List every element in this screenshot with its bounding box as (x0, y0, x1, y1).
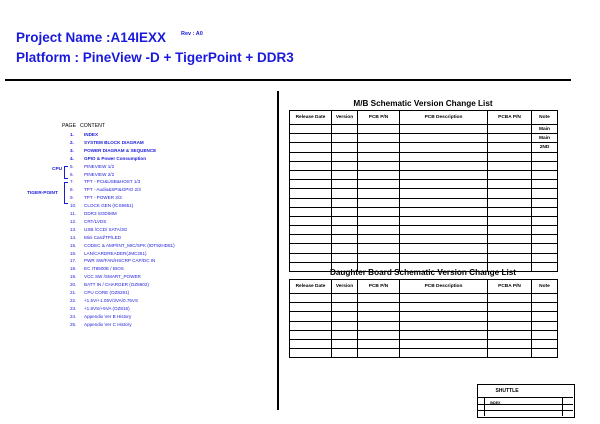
toc-item (70, 131, 98, 139)
table-row (290, 321, 558, 330)
toc-item-label: PWR SW/FAN/HSCRP CAP/DC IN (84, 258, 156, 264)
table-row (290, 143, 558, 152)
note-cell: Main (532, 125, 558, 134)
toc-item (70, 313, 131, 321)
toc-item (70, 281, 149, 289)
toc-item-label: CPU CORE (OZ8291) (84, 290, 130, 295)
table-cell (358, 125, 400, 134)
table-cell (400, 207, 488, 216)
table-row (290, 207, 558, 216)
table-cell (290, 161, 332, 170)
toc-item (70, 321, 132, 329)
toc-item (70, 226, 127, 234)
table-row (290, 244, 558, 253)
table-row (290, 198, 558, 207)
toc-item-label: POWER DIAGRAM & SEQUENCE (84, 147, 157, 153)
column-header: Release Date (290, 280, 332, 294)
table-cell (488, 161, 532, 170)
column-header: Release Date (290, 111, 332, 125)
table-cell (488, 321, 532, 330)
column-header: PCB P/N (358, 280, 400, 294)
toc-item-label: USB /CCD/ SATA/3G (84, 226, 128, 232)
toc-item-label: TPT - Audio&SPI&GPIO 2/3 (84, 187, 141, 193)
table-cell (358, 244, 400, 253)
toc-item (70, 163, 114, 171)
note-cell (532, 253, 558, 262)
table-cell (290, 143, 332, 152)
table-cell (290, 180, 332, 189)
toc-item-number: 21. (70, 290, 77, 295)
table-cell (400, 226, 488, 235)
table-cell (488, 294, 532, 303)
column-header: Note (532, 280, 558, 294)
table-row (290, 161, 558, 170)
toc-item-label: +1.8VS/+5VA (OZ815) (84, 305, 130, 311)
header-rule (5, 79, 571, 81)
table-row (290, 235, 558, 244)
toc-item (70, 194, 122, 202)
table-cell (332, 312, 358, 321)
table-cell (332, 349, 358, 358)
table-row (290, 303, 558, 312)
table-cell (532, 294, 558, 303)
vertical-divider (277, 91, 279, 410)
column-header: Note (532, 111, 558, 125)
toc-item-label: PINEVIEW 1/2 (84, 163, 115, 169)
table-row (290, 339, 558, 348)
table-cell (290, 216, 332, 225)
table-cell (358, 180, 400, 189)
table-cell (332, 303, 358, 312)
table-cell (332, 321, 358, 330)
toc-item-number: 16. (70, 250, 77, 256)
note-cell (532, 170, 558, 179)
table-cell (290, 339, 332, 348)
toc-item (70, 202, 133, 210)
table-cell (358, 321, 400, 330)
table-cell (488, 330, 532, 339)
toc-item-number: 11. (70, 211, 77, 216)
toc-item-label: Mini Card/TP/LED (84, 234, 122, 240)
table-cell (400, 216, 488, 225)
table-cell (400, 244, 488, 253)
table-cell (332, 152, 358, 161)
toc-item-number: 24. (70, 313, 77, 319)
table-cell (358, 170, 400, 179)
table-cell (400, 180, 488, 189)
table-row (290, 125, 558, 134)
table-row (290, 226, 558, 235)
note-cell (532, 207, 558, 216)
table-cell (332, 235, 358, 244)
table-row (290, 134, 558, 143)
note-cell (532, 235, 558, 244)
title-block-rule (477, 410, 573, 411)
table-row (290, 294, 558, 303)
table-cell (358, 189, 400, 198)
note-cell (532, 161, 558, 170)
toc-item-label: TPT - PCI&USB&HOST 1/3 (84, 179, 141, 185)
note-cell: 2ND (532, 143, 558, 152)
column-header: Version (332, 280, 358, 294)
toc-item-number: 3. (70, 147, 74, 153)
toc-item-label: Appendix Ver B History (84, 313, 132, 319)
table-cell (290, 198, 332, 207)
table-cell (400, 253, 488, 262)
note-cell (532, 152, 558, 161)
toc-item-label: TPT - POWER 3/3 (84, 195, 122, 201)
table-row (290, 170, 558, 179)
table-cell (358, 303, 400, 312)
table-cell (400, 189, 488, 198)
toc-item (70, 257, 155, 265)
toc-item-label: CRT/LVDS (84, 218, 107, 224)
table-cell (290, 294, 332, 303)
toc-item (70, 178, 140, 186)
toc-item-label: DDR3 SODIMM (84, 211, 117, 216)
toc-item-number: 20. (70, 282, 77, 288)
toc-item-number: 25. (70, 321, 77, 327)
table-cell (488, 235, 532, 244)
toc-item (70, 147, 156, 155)
table-cell (400, 321, 488, 330)
column-header: PCB P/N (358, 111, 400, 125)
toc-item-label: Appendix Ver C History (84, 321, 132, 327)
table-cell (290, 312, 332, 321)
toc-item-number: 1. (70, 132, 74, 137)
toc-item-label: VCC SW /SMART_POWER (84, 274, 141, 280)
table-cell (400, 143, 488, 152)
table-cell (358, 207, 400, 216)
table-cell (332, 180, 358, 189)
title-block-divider (484, 397, 485, 416)
tiger-point-bracket (64, 182, 68, 204)
column-header: PCB Description (400, 280, 488, 294)
table-cell (332, 161, 358, 170)
table-cell (488, 216, 532, 225)
table-cell (358, 134, 400, 143)
table-cell (400, 303, 488, 312)
note-cell (532, 216, 558, 225)
table-cell (488, 207, 532, 216)
table-cell (488, 339, 532, 348)
title-block-rule (477, 404, 573, 405)
db-table-title: Daughter Board Schematic Version Change List (329, 268, 517, 277)
toc-item-label: LAN/CARDREADER(JMC251) (84, 250, 147, 256)
table-cell (290, 134, 332, 143)
toc-item-number: 17. (70, 258, 77, 264)
table-cell (400, 312, 488, 321)
toc-item (70, 242, 175, 250)
toc-item (70, 305, 130, 313)
table-cell (332, 330, 358, 339)
toc-page-header: PAGE (62, 123, 77, 129)
toc-item-label: BATT IN / CHARGER (OZ8602) (84, 282, 149, 288)
toc-item-label: GPIO & Power Consumption (84, 155, 147, 161)
toc-item (70, 139, 144, 147)
table-row (290, 253, 558, 262)
toc-item (70, 297, 138, 305)
table-cell (532, 330, 558, 339)
table-cell (290, 321, 332, 330)
table-cell (358, 330, 400, 339)
table-cell (290, 303, 332, 312)
column-header: PCBA P/N (488, 111, 532, 125)
table-cell (532, 339, 558, 348)
table-cell (332, 170, 358, 179)
toc-item-number: 19. (70, 274, 77, 280)
table-cell (488, 226, 532, 235)
table-cell (400, 134, 488, 143)
table-cell (400, 152, 488, 161)
toc-item-number: 22. (70, 297, 77, 303)
table-cell (400, 339, 488, 348)
table-cell (532, 349, 558, 358)
table-cell (488, 244, 532, 253)
table-cell (488, 253, 532, 262)
toc-content-header: CONTENT (80, 123, 106, 129)
table-cell (488, 198, 532, 207)
toc-item-number: 9. (70, 195, 74, 201)
table-cell (488, 134, 532, 143)
toc-item (70, 289, 129, 297)
toc-item (70, 273, 141, 281)
table-cell (488, 125, 532, 134)
sheet-title: INDEX (490, 401, 501, 405)
table-cell (332, 216, 358, 225)
toc-item (70, 210, 117, 218)
table-row (290, 349, 558, 358)
table-cell (358, 349, 400, 358)
table-row (290, 189, 558, 198)
table-cell (532, 321, 558, 330)
mb-version-table (289, 110, 558, 272)
table-cell (290, 170, 332, 179)
table-cell (332, 134, 358, 143)
note-cell (532, 180, 558, 189)
toc-item (70, 234, 121, 242)
cpu-bracket (64, 166, 68, 179)
table-cell (290, 253, 332, 262)
table-cell (332, 294, 358, 303)
table-cell (358, 198, 400, 207)
table-cell (332, 189, 358, 198)
table-cell (532, 312, 558, 321)
toc-item-number: 8. (70, 187, 74, 193)
toc-item-number: 13. (70, 226, 77, 232)
toc-item-number: 15. (70, 242, 77, 248)
note-cell (532, 244, 558, 253)
title-block-rule (477, 397, 573, 398)
table-row (290, 180, 558, 189)
table-cell (400, 349, 488, 358)
toc-item-label: +1.5V/+1.05V/3VA/0.75VS (84, 297, 139, 303)
table-cell (358, 226, 400, 235)
table-cell (332, 143, 358, 152)
toc-item (70, 186, 141, 194)
column-header: PCBA P/N (488, 280, 532, 294)
note-cell (532, 226, 558, 235)
note-cell: Main (532, 134, 558, 143)
column-header: PCB Description (400, 111, 488, 125)
toc-item-label: SYSTEM BLOCK DIAGRAM (84, 139, 144, 145)
toc-item (70, 265, 124, 273)
table-cell (488, 170, 532, 179)
table-row (290, 152, 558, 161)
tiger-point-group-label: TIGER-POINT (27, 191, 58, 196)
db-version-table (289, 279, 558, 358)
table-cell (358, 143, 400, 152)
table-cell (488, 152, 532, 161)
toc-item-label: CODEC & AMP/INT_MIC/SPK (IDT92HD81) (84, 242, 175, 248)
table-cell (332, 226, 358, 235)
table-cell (532, 303, 558, 312)
note-cell (532, 189, 558, 198)
table-cell (488, 312, 532, 321)
table-cell (290, 226, 332, 235)
table-cell (358, 294, 400, 303)
table-cell (290, 189, 332, 198)
company-name: SHUTTLE (495, 388, 519, 394)
table-cell (290, 349, 332, 358)
table-cell (332, 125, 358, 134)
mb-table-title: M/B Schematic Version Change List (353, 99, 493, 108)
toc-item-number: 7. (70, 179, 74, 185)
table-cell (290, 244, 332, 253)
toc-item-number: 6. (70, 171, 74, 177)
toc-item-number: 18. (70, 266, 77, 272)
table-cell (332, 253, 358, 262)
table-cell (358, 235, 400, 244)
table-cell (332, 244, 358, 253)
toc-item (70, 218, 106, 226)
table-cell (290, 125, 332, 134)
table-cell (400, 125, 488, 134)
table-cell (332, 339, 358, 348)
table-row (290, 330, 558, 339)
toc-item-label: PINEVIEW 2/2 (84, 171, 115, 177)
table-row (290, 312, 558, 321)
project-name: Project Name :A14IEXX (16, 30, 167, 45)
table-cell (400, 170, 488, 179)
toc-item-number: 23. (70, 305, 77, 311)
table-cell (488, 303, 532, 312)
toc-item (70, 155, 146, 163)
table-cell (400, 198, 488, 207)
toc-item-number: 10. (70, 203, 77, 209)
toc-item-number: 12. (70, 218, 77, 224)
table-cell (332, 207, 358, 216)
table-cell (290, 152, 332, 161)
table-cell (358, 312, 400, 321)
table-cell (358, 216, 400, 225)
toc-item-number: 14. (70, 234, 77, 240)
column-header: Version (332, 111, 358, 125)
cpu-group-label: CPU (52, 167, 63, 172)
toc-item-number: 5. (70, 163, 74, 169)
table-cell (488, 349, 532, 358)
table-cell (358, 161, 400, 170)
table-cell (400, 235, 488, 244)
table-cell (488, 180, 532, 189)
toc-item-number: 2. (70, 139, 74, 145)
toc-item (70, 250, 147, 258)
table-cell (358, 339, 400, 348)
table-cell (400, 330, 488, 339)
table-cell (400, 294, 488, 303)
toc-item-label: INDEX (84, 132, 99, 137)
table-cell (332, 198, 358, 207)
table-cell (290, 235, 332, 244)
table-row (290, 216, 558, 225)
table-cell (358, 253, 400, 262)
table-cell (488, 189, 532, 198)
toc-item (70, 171, 114, 179)
note-cell (532, 198, 558, 207)
table-cell (488, 143, 532, 152)
toc-item-label: CLOCK GEN (ICS9651) (84, 203, 134, 209)
table-cell (290, 207, 332, 216)
table-cell (400, 161, 488, 170)
toc-item-number: 4. (70, 155, 74, 161)
table-cell (290, 330, 332, 339)
revision-label: Rev : A0 (181, 31, 203, 37)
table-cell (358, 152, 400, 161)
title-block-divider (562, 397, 563, 416)
platform-title: Platform : PineView -D + TigerPoint + DDR3 (16, 50, 294, 65)
toc-item-label: EC IT8500E / BIOS (84, 266, 124, 272)
